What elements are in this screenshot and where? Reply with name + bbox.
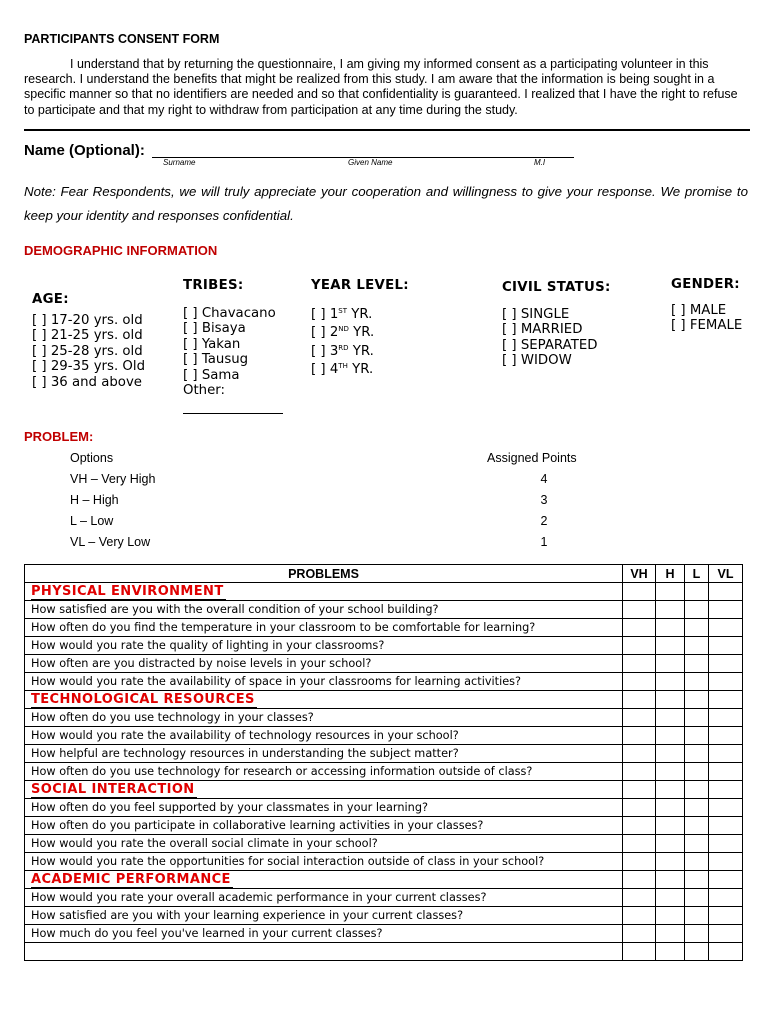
vl-column-header: VL bbox=[709, 565, 743, 583]
rating-cell-vh[interactable] bbox=[623, 763, 656, 781]
table-row bbox=[25, 727, 743, 745]
age-option[interactable]: [ ] 36 and above bbox=[32, 374, 142, 390]
rating-cell-h[interactable] bbox=[656, 781, 685, 799]
table-row bbox=[25, 637, 743, 655]
question-cell: How would you rate the quality of lighting in your classrooms? bbox=[25, 637, 623, 655]
category-cell bbox=[25, 583, 623, 601]
rating-cell-h[interactable] bbox=[656, 889, 685, 907]
gender-option[interactable]: [ ] MALE bbox=[671, 302, 727, 318]
question-cell: How would you rate the availability of space in your classrooms for learning activities? bbox=[25, 673, 623, 691]
rating-cell-l[interactable] bbox=[685, 673, 709, 691]
rating-cell-l[interactable] bbox=[685, 637, 709, 655]
rating-cell-vh[interactable] bbox=[623, 943, 656, 961]
rating-cell-h[interactable] bbox=[656, 835, 685, 853]
rating-cell-h[interactable] bbox=[656, 907, 685, 925]
category-label: PHYSICAL ENVIRONMENT bbox=[31, 583, 224, 599]
year-option[interactable]: [ ] 1ST YR. bbox=[311, 306, 373, 322]
rating-cell-vh[interactable] bbox=[623, 745, 656, 763]
rating-cell-l[interactable] bbox=[685, 925, 709, 943]
rating-cell-l[interactable] bbox=[685, 691, 709, 709]
rating-cell-vl[interactable] bbox=[709, 745, 743, 763]
table-row bbox=[25, 655, 743, 673]
rating-cell-vl[interactable] bbox=[709, 601, 743, 619]
rating-cell-h[interactable] bbox=[656, 817, 685, 835]
rating-cell-vh[interactable] bbox=[623, 637, 656, 655]
category-label: TECHNOLOGICAL RESOURCES bbox=[31, 691, 255, 707]
rating-cell-l[interactable] bbox=[685, 619, 709, 637]
civil-status-option[interactable]: [ ] SINGLE bbox=[502, 306, 570, 322]
given-name-caption: Given Name bbox=[348, 158, 393, 167]
respondent-note: Note: Fear Respondents, we will truly appreciate your cooperation and willingness to give your response. We promise to keep your identity and responses confidential. bbox=[24, 184, 748, 223]
rating-cell-h[interactable] bbox=[656, 637, 685, 655]
rating-cell-l[interactable] bbox=[685, 817, 709, 835]
tribes-label: TRIBES: bbox=[183, 278, 244, 293]
rating-cell-h[interactable] bbox=[656, 871, 685, 889]
rating-cell-vl[interactable] bbox=[709, 637, 743, 655]
rating-cell-h[interactable] bbox=[656, 727, 685, 745]
name-label: Name (Optional): bbox=[24, 142, 145, 159]
category-cell bbox=[25, 691, 623, 709]
question-cell: How often do you participate in collaborative learning activities in your classes? bbox=[25, 817, 623, 835]
problems-column-header: PROBLEMS bbox=[25, 565, 623, 583]
rating-cell-h[interactable] bbox=[656, 745, 685, 763]
rating-cell-vh[interactable] bbox=[623, 925, 656, 943]
option-row bbox=[70, 472, 630, 492]
table-row bbox=[25, 907, 743, 925]
rating-cell-vh[interactable] bbox=[623, 727, 656, 745]
year-option[interactable]: [ ] 3RD YR. bbox=[311, 343, 374, 359]
rating-cell-l[interactable] bbox=[685, 871, 709, 889]
option-row bbox=[70, 514, 630, 534]
tribe-other-label: Other: bbox=[183, 383, 226, 398]
gender-label: GENDER: bbox=[671, 277, 740, 292]
table-row bbox=[25, 853, 743, 871]
problems-table bbox=[24, 564, 743, 961]
rating-cell-l[interactable] bbox=[685, 799, 709, 817]
civil-status-option[interactable]: [ ] WIDOW bbox=[502, 353, 572, 368]
age-group bbox=[32, 292, 145, 390]
question-cell: How often are you distracted by noise levels in your school? bbox=[25, 655, 623, 673]
problem-heading: PROBLEM: bbox=[24, 429, 94, 444]
rating-cell-l[interactable] bbox=[685, 781, 709, 799]
option-points: 4 bbox=[540, 472, 548, 486]
surname-caption: Surname bbox=[163, 158, 196, 167]
rating-cell-vh[interactable] bbox=[623, 655, 656, 673]
rating-cell-h[interactable] bbox=[656, 709, 685, 727]
civil-status-option[interactable]: [ ] MARRIED bbox=[502, 322, 583, 337]
question-cell: How satisfied are you with the overall condition of your school building? bbox=[25, 601, 623, 619]
question-cell: How often do you use technology for research or accessing information outside of class? bbox=[25, 763, 623, 781]
rating-cell-h[interactable] bbox=[656, 799, 685, 817]
rating-cell-vl[interactable] bbox=[709, 853, 743, 871]
rating-cell-l[interactable] bbox=[685, 601, 709, 619]
rating-cell-vl[interactable] bbox=[709, 727, 743, 745]
category-row bbox=[25, 583, 743, 601]
option-row bbox=[70, 535, 630, 555]
rating-cell-h[interactable] bbox=[656, 763, 685, 781]
option-label: L – Low bbox=[70, 514, 114, 528]
age-option[interactable]: [ ] 21-25 yrs. old bbox=[32, 328, 143, 343]
table-row bbox=[25, 799, 743, 817]
rating-cell-vh[interactable] bbox=[623, 889, 656, 907]
rating-cell-vh[interactable] bbox=[623, 583, 656, 601]
rating-cell-l[interactable] bbox=[685, 727, 709, 745]
year-level-group bbox=[311, 278, 409, 378]
l-column-header: L bbox=[685, 565, 709, 583]
rating-cell-vl[interactable] bbox=[709, 817, 743, 835]
option-points: 3 bbox=[540, 493, 548, 507]
question-cell: How would you rate your overall academic performance in your current classes? bbox=[25, 889, 623, 907]
question-cell: How often do you find the temperature in your classroom to be comfortable for learning? bbox=[25, 619, 623, 637]
table-row bbox=[25, 889, 743, 907]
points-header: Assigned Points bbox=[487, 451, 577, 465]
table-row bbox=[25, 601, 743, 619]
rating-cell-vl[interactable] bbox=[709, 907, 743, 925]
option-points: 1 bbox=[540, 535, 548, 549]
question-cell: How would you rate the opportunities for social interaction outside of class in your school? bbox=[25, 853, 623, 871]
rating-cell-vl[interactable] bbox=[709, 691, 743, 709]
tribe-option[interactable]: [ ] Sama bbox=[183, 367, 240, 383]
rating-cell-vl[interactable] bbox=[709, 763, 743, 781]
table-header-row bbox=[25, 565, 743, 583]
rating-cell-vh[interactable] bbox=[623, 691, 656, 709]
middle-initial-caption: M.I bbox=[534, 158, 546, 167]
h-column-header: H bbox=[656, 565, 685, 583]
rating-cell-vl[interactable] bbox=[709, 619, 743, 637]
rating-cell-vl[interactable] bbox=[709, 781, 743, 799]
consent-paragraph: I understand that by returning the questionnaire, I am giving my informed consent as a participating volunteer in this research. I understand the benefits that might be realized from this study. I am aware that the information is being sought in a specific manner so that no identifiers are needed and so that confidentiality is guaranteed. I realized that I have the right to refuse to participate and that my right to withdraw from participation at any time during the study. bbox=[24, 57, 738, 117]
rating-cell-vh[interactable] bbox=[623, 871, 656, 889]
table-row bbox=[25, 817, 743, 835]
age-option[interactable]: [ ] 29-35 yrs. Old bbox=[32, 359, 146, 374]
form-title: PARTICIPANTS CONSENT FORM bbox=[24, 32, 220, 46]
rating-cell-h[interactable] bbox=[656, 925, 685, 943]
rating-cell-vh[interactable] bbox=[623, 799, 656, 817]
year-option[interactable]: [ ] 4TH YR. bbox=[311, 362, 374, 377]
gender-option[interactable]: [ ] FEMALE bbox=[671, 318, 743, 333]
rating-cell-l[interactable] bbox=[685, 763, 709, 781]
rating-cell-h[interactable] bbox=[656, 943, 685, 961]
rating-cell-vl[interactable] bbox=[709, 655, 743, 673]
demographic-heading: DEMOGRAPHIC INFORMATION bbox=[24, 243, 218, 258]
civil-status-label: CIVIL STATUS: bbox=[502, 280, 611, 295]
rating-cell-l[interactable] bbox=[685, 907, 709, 925]
rating-cell-l[interactable] bbox=[685, 745, 709, 763]
tribe-option[interactable]: [ ] Tausug bbox=[183, 352, 249, 367]
table-row bbox=[25, 925, 743, 943]
rating-cell-h[interactable] bbox=[656, 853, 685, 871]
rating-cell-vh[interactable] bbox=[623, 781, 656, 799]
category-cell bbox=[25, 871, 623, 889]
table-row bbox=[25, 835, 743, 853]
rating-cell-h[interactable] bbox=[656, 673, 685, 691]
rating-cell-h[interactable] bbox=[656, 691, 685, 709]
rating-cell-vh[interactable] bbox=[623, 853, 656, 871]
option-points: 2 bbox=[540, 514, 548, 528]
rating-cell-vl[interactable] bbox=[709, 799, 743, 817]
rating-cell-l[interactable] bbox=[685, 943, 709, 961]
rating-cell-h[interactable] bbox=[656, 583, 685, 601]
rating-cell-h[interactable] bbox=[656, 601, 685, 619]
rating-cell-l[interactable] bbox=[685, 655, 709, 673]
civil-status-group bbox=[502, 280, 611, 369]
rating-cell-vl[interactable] bbox=[709, 943, 743, 961]
option-row bbox=[70, 493, 630, 513]
tribe-option[interactable]: [ ] Chavacano bbox=[183, 305, 276, 321]
empty-row bbox=[25, 943, 743, 961]
rating-cell-l[interactable] bbox=[685, 889, 709, 907]
divider-rule bbox=[24, 129, 750, 131]
rating-cell-vh[interactable] bbox=[623, 619, 656, 637]
category-row bbox=[25, 691, 743, 709]
question-cell: How would you rate the availability of technology resources in your school? bbox=[25, 727, 623, 745]
category-row bbox=[25, 871, 743, 889]
tribes-group bbox=[183, 278, 283, 414]
option-label: VL – Very Low bbox=[70, 535, 151, 549]
rating-cell-vl[interactable] bbox=[709, 835, 743, 853]
table-row bbox=[25, 745, 743, 763]
rating-cell-l[interactable] bbox=[685, 583, 709, 601]
age-option[interactable]: [ ] 25-28 yrs. old bbox=[32, 343, 143, 359]
table-row bbox=[25, 673, 743, 691]
rating-cell-vl[interactable] bbox=[709, 709, 743, 727]
category-label: ACADEMIC PERFORMANCE bbox=[31, 871, 231, 887]
vh-column-header: VH bbox=[623, 565, 656, 583]
age-label: AGE: bbox=[32, 292, 69, 307]
rating-cell-vl[interactable] bbox=[709, 871, 743, 889]
empty-question-cell[interactable] bbox=[25, 943, 623, 961]
tribe-option[interactable]: [ ] Yakan bbox=[183, 336, 241, 352]
question-cell: How would you rate the overall social climate in your school? bbox=[25, 835, 623, 853]
rating-cell-vl[interactable] bbox=[709, 889, 743, 907]
question-cell: How much do you feel you've learned in your current classes? bbox=[25, 925, 623, 943]
option-label: VH – Very High bbox=[70, 472, 156, 486]
rating-cell-vh[interactable] bbox=[623, 673, 656, 691]
rating-cell-vl[interactable] bbox=[709, 583, 743, 601]
rating-cell-h[interactable] bbox=[656, 619, 685, 637]
question-cell: How often do you feel supported by your classmates in your learning? bbox=[25, 799, 623, 817]
rating-cell-l[interactable] bbox=[685, 709, 709, 727]
rating-cell-h[interactable] bbox=[656, 655, 685, 673]
options-header: Options bbox=[70, 451, 114, 465]
question-cell: How satisfied are you with your learning experience in your current classes? bbox=[25, 907, 623, 925]
category-row bbox=[25, 781, 743, 799]
rating-cell-l[interactable] bbox=[685, 835, 709, 853]
options-header-row bbox=[70, 451, 630, 471]
category-cell bbox=[25, 781, 623, 799]
table-row bbox=[25, 709, 743, 727]
rating-cell-l[interactable] bbox=[685, 853, 709, 871]
option-label: H – High bbox=[70, 493, 119, 507]
table-row bbox=[25, 763, 743, 781]
year-option[interactable]: [ ] 2ND YR. bbox=[311, 325, 375, 340]
year-level-label: YEAR LEVEL: bbox=[311, 278, 409, 293]
question-cell: How often do you use technology in your classes? bbox=[25, 709, 623, 727]
tribe-other-input-line[interactable] bbox=[183, 413, 283, 414]
rating-cell-vh[interactable] bbox=[623, 907, 656, 925]
civil-status-option[interactable]: [ ] SEPARATED bbox=[502, 337, 598, 353]
rating-cell-vl[interactable] bbox=[709, 673, 743, 691]
rating-cell-vh[interactable] bbox=[623, 817, 656, 835]
table-row bbox=[25, 619, 743, 637]
rating-cell-vh[interactable] bbox=[623, 835, 656, 853]
tribe-option[interactable]: [ ] Bisaya bbox=[183, 321, 246, 336]
rating-cell-vh[interactable] bbox=[623, 709, 656, 727]
gender-group bbox=[671, 277, 742, 334]
category-label: SOCIAL INTERACTION bbox=[31, 781, 195, 797]
table-body bbox=[25, 583, 743, 961]
rating-cell-vh[interactable] bbox=[623, 601, 656, 619]
age-option[interactable]: [ ] 17-20 yrs. old bbox=[32, 312, 143, 328]
rating-cell-vl[interactable] bbox=[709, 925, 743, 943]
question-cell: How helpful are technology resources in understanding the subject matter? bbox=[25, 745, 623, 763]
